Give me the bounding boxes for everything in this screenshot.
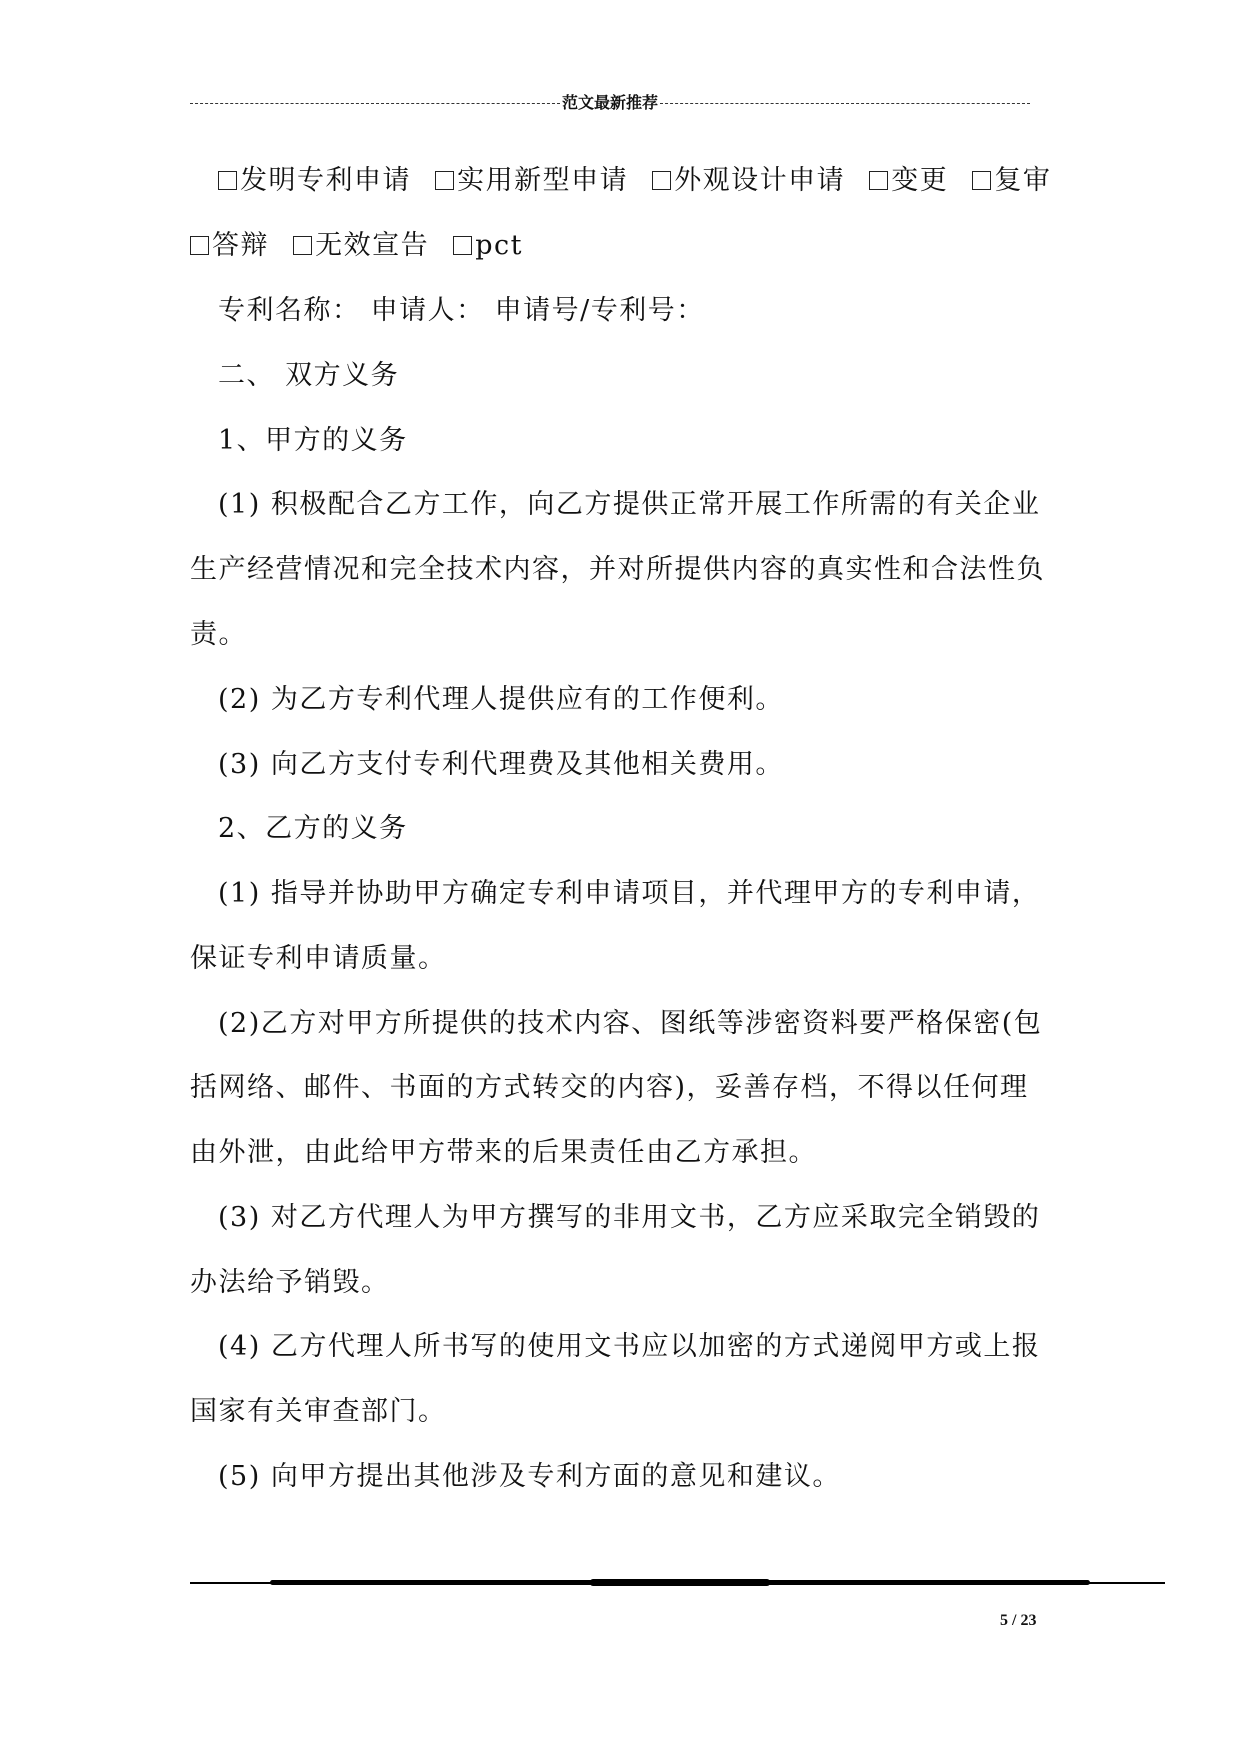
header-dash-left [190,103,560,104]
paragraph-line: (1) 指导并协助甲方确定专利申请项目，并代理甲方的专利申请， [218,878,1041,909]
paragraph-line: 生产经营情况和完全技术内容，并对所提供内容的真实性和合法性负 [190,554,1045,585]
checkbox-change[interactable]: 变更 [869,165,948,196]
checkbox-row-2 [190,231,537,261]
paragraph-line: (2)乙方对甲方所提供的技术内容、图纸等涉密资料要严格保密(包 [218,1008,1043,1039]
paragraph-line: 由外泄，由此给甲方带来的后果责任由乙方承担。 [190,1137,817,1168]
footer-rule-center [590,1579,770,1586]
page-number: 5 / 23 [1000,1612,1037,1629]
paragraph-line: (3) 对乙方代理人为甲方撰写的非用文书，乙方应采取完全销毁的 [218,1202,1041,1233]
paragraph-line: 办法给予销毁。 [190,1267,390,1298]
party-b-heading: 2、乙方的义务 [218,813,408,844]
header-dash-right [660,103,1030,104]
paragraph-line: (1) 积极配合乙方工作，向乙方提供正常开展工作所需的有关企业 [218,489,1041,520]
section-heading: 二、 双方义务 [218,360,400,391]
paragraph-line: (2) 为乙方专利代理人提供应有的工作便利。 [218,684,784,715]
checkbox-icon[interactable] [293,236,312,255]
paragraph-line: (4) 乙方代理人所书写的使用文书应以加密的方式递阅甲方或上报 [218,1331,1041,1362]
checkbox-icon[interactable] [218,171,237,190]
checkbox-reply[interactable]: 答辩 [190,230,269,261]
checkbox-pct[interactable]: pct [453,230,523,261]
page-header [190,90,1030,113]
checkbox-design[interactable]: 外观设计申请 [652,165,845,196]
paragraph-line: 责。 [190,619,247,650]
checkbox-utility-model[interactable]: 实用新型申请 [435,165,628,196]
checkbox-invalidation[interactable]: 无效宣告 [293,230,429,261]
paragraph-line: 保证专利申请质量。 [190,943,447,974]
patent-info-line: 专利名称： 申请人： 申请号/专利号： [218,295,705,326]
checkbox-reexam[interactable]: 复审 [972,165,1051,196]
checkbox-icon[interactable] [652,171,671,190]
paragraph-line: 国家有关审查部门。 [190,1396,447,1427]
paragraph-line: (3) 向乙方支付专利代理费及其他相关费用。 [218,749,784,780]
checkbox-icon[interactable] [972,171,991,190]
checkbox-invention[interactable]: 发明专利申请 [218,165,411,196]
paragraph-line: 括网络、邮件、书面的方式转交的内容)，妥善存档，不得以任何理 [190,1072,1029,1103]
checkbox-row-1 [218,166,1065,196]
checkbox-icon[interactable] [190,236,209,255]
checkbox-icon[interactable] [435,171,454,190]
checkbox-icon[interactable] [869,171,888,190]
checkbox-icon[interactable] [453,236,472,255]
party-a-heading: 1、甲方的义务 [218,425,408,456]
paragraph-line: (5) 向甲方提出其他涉及专利方面的意见和建议。 [218,1461,841,1492]
header-title: 范文最新推荐 [562,95,659,112]
